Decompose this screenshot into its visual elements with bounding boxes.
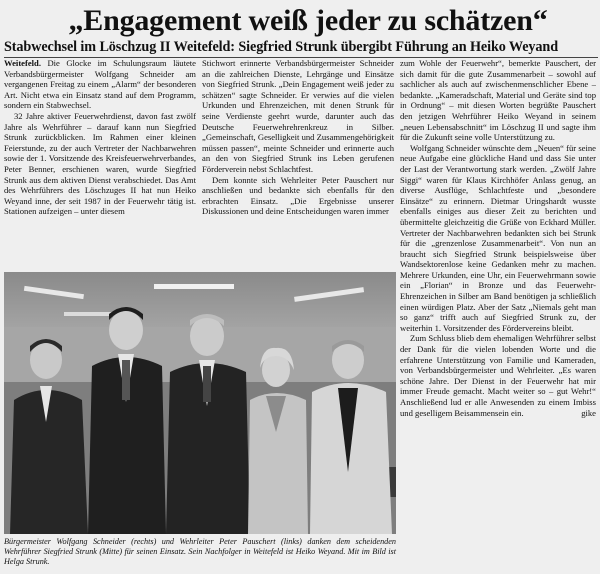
article-headline: „Engagement weiß jeder zu schätzen“: [68, 4, 548, 37]
article-subheadline: Stabwechsel im Löschzug II Weitefeld: Siegfried Strunk übergibt Führung an Heiko Weyand: [4, 39, 558, 55]
paragraph: [400, 333, 596, 418]
paragraph: 32 Jahre aktiver Feuerwehrdienst, davon fast zwölf Jahre als Wehrführer – darauf kann nun Siegfried Strunk zurückblicken. Im Rahmen einer kleinen Feierstunde, zu der auch Vertreter der Nachbarwehren sowie der 1. Vorsitzende des Kreisfeuerwehrverbandes, Peter Benner, erschienen waren, wurde Siegfried Strunk aus dem aktiven Dienst verabschiedet. Das Amt des Wehrführers des Löschzuges II hat nun Heiko Weyand inne, der seit 1987 in der Feuerwehr tätig ist. Stationen aufzeigen – unter diesem: [4, 110, 196, 217]
paragraph: zum Wohle der Feuerwehr“, bemerkte Pauschert, der sich damit für die gute Zusammenarbeit – sowohl auf sachlicher als auch auf zwischenmenschlicher Ebene – bedankte. „Kameradschaft, Material und Geräte sind top in Ordnung“ – mit diesen Worten begrüßte Pauschert den jetzigen Wehrführer Heiko Weyand in seinem „neuen Lebensabschnitt“ im Löschzug II und sagte ihm für die Zukunft seine volle Unterstützung zu.: [400, 58, 596, 143]
text-column-2: [202, 58, 394, 270]
text-column-3: [400, 58, 596, 570]
dateline: Weitefeld.: [4, 58, 41, 68]
group-photo: [4, 272, 396, 534]
paragraph: Dem konnte sich Wehrleiter Peter Pauschert nur anschließen und bedankte sich ebenfalls für den erbrachten Einsatz. „Die Ergebnisse unserer Diskussionen und deine Entscheidungen waren immer: [202, 174, 394, 217]
paragraph: Wolfgang Schneider wünschte dem „Neuen“ für seine neue Aufgabe eine glückliche Hand und dass Sie unter der Last der Verantwortung stark werden. „Zwölf Jahre Siggi“ waren für Klaus Kirchhöfer Anlass genug, an diverse Ausflüge, Schlachtfeste und „besondere Einsätze“ zu erinnern. Dietmar Uringshardt wusste ebenfalls einiges aus dieser Zeit zu berichten und übermittelte gleichzeitig die Grüße von Eckhard Müller. Vertreter der Nachbarwehren bedankten sich bei Strunk für die „grenzenlose Zusammenarbeit“. Von nun an braucht sich Siegfried Strunk beispielsweise über Wandsektorenlose keine Gedanken mehr zu machen. Mehrere Urkunden, eine Uhr, ein Feuerwehrmann sowie ein „Florian“ in Bronze und das Feuerwehr-Ehrenzeichen in Silber am Band benötigen ja schließlich einen würdigen Platz. Aber der Satz „Niemals geht man so ganz“ trifft auch auf Siegfried Strunk zu, der weiterhin 1. Vorsitzender des Fördervereins bleibt.: [400, 142, 596, 333]
paragraph-text: Zum Schluss blieb dem ehemaligen Wehrführer selbst der Dank für die vielen lobenden Worte und die erfahrene Unterstützung von Familie und Kameraden, von Verbandsbürgermeister und Wehrleiter. „Es waren schöne Jahre. Der Dienst in der Feuerwehr hat mir immer Freude gemacht. Macht weiter so – gut Wehr!“ Anschließend lud er alle Anwesenden zu einem Imbiss und geselligem Beisammensein ein.: [400, 333, 596, 418]
paragraph: Stichwort erinnerte Verbandsbürgermeister Schneider an die zahlreichen Dienste, Lehrgänge und Einsätze von Siegfried Strunk. „Dein Engagement weiß jeder zu schätzen“ sagte Schneider. Er verwies auf die vielen Urkunden und Ehrenzeichen, mit denen Strunk für seine Verdienste geehrt wurde, darunter auch das Deutsche Feuerwehrehrenkreuz in Silber. „Gemeinschaft, Geselligkeit und Zusammengehörigkeit müssen passen“, meinte Schneider und erinnerte auch an den von Siegfried Strunk ins Leben gerufenen Förderverein nebst Schlachtfest.: [202, 58, 394, 174]
author-signature: gike: [581, 407, 596, 418]
text-column-1: [4, 58, 196, 270]
paragraph-text: Die Glocke im Schulungsraum läutete Verbandsbürgermeister Wolfgang Schneider am vergangenen Freitag zu einem „Alarm“ der besonderen Art. Nicht etwa ein Einsatz stand auf dem Programm, sondern ein Stabwechsel.: [4, 58, 196, 111]
paragraph: [4, 58, 196, 111]
group-photo-illustration: [4, 272, 396, 534]
photo-caption: Bürgermeister Wolfgang Schneider (rechts) und Wehrleiter Peter Pauschert (links) danken dem scheidenden Wehrführer Siegfried Strunk (Mitte) für seinen Einsatz. Sein Nachfolger in Weitefeld ist Heiko Weyand. Mit im Bild ist Helga Strunk.: [4, 537, 396, 567]
